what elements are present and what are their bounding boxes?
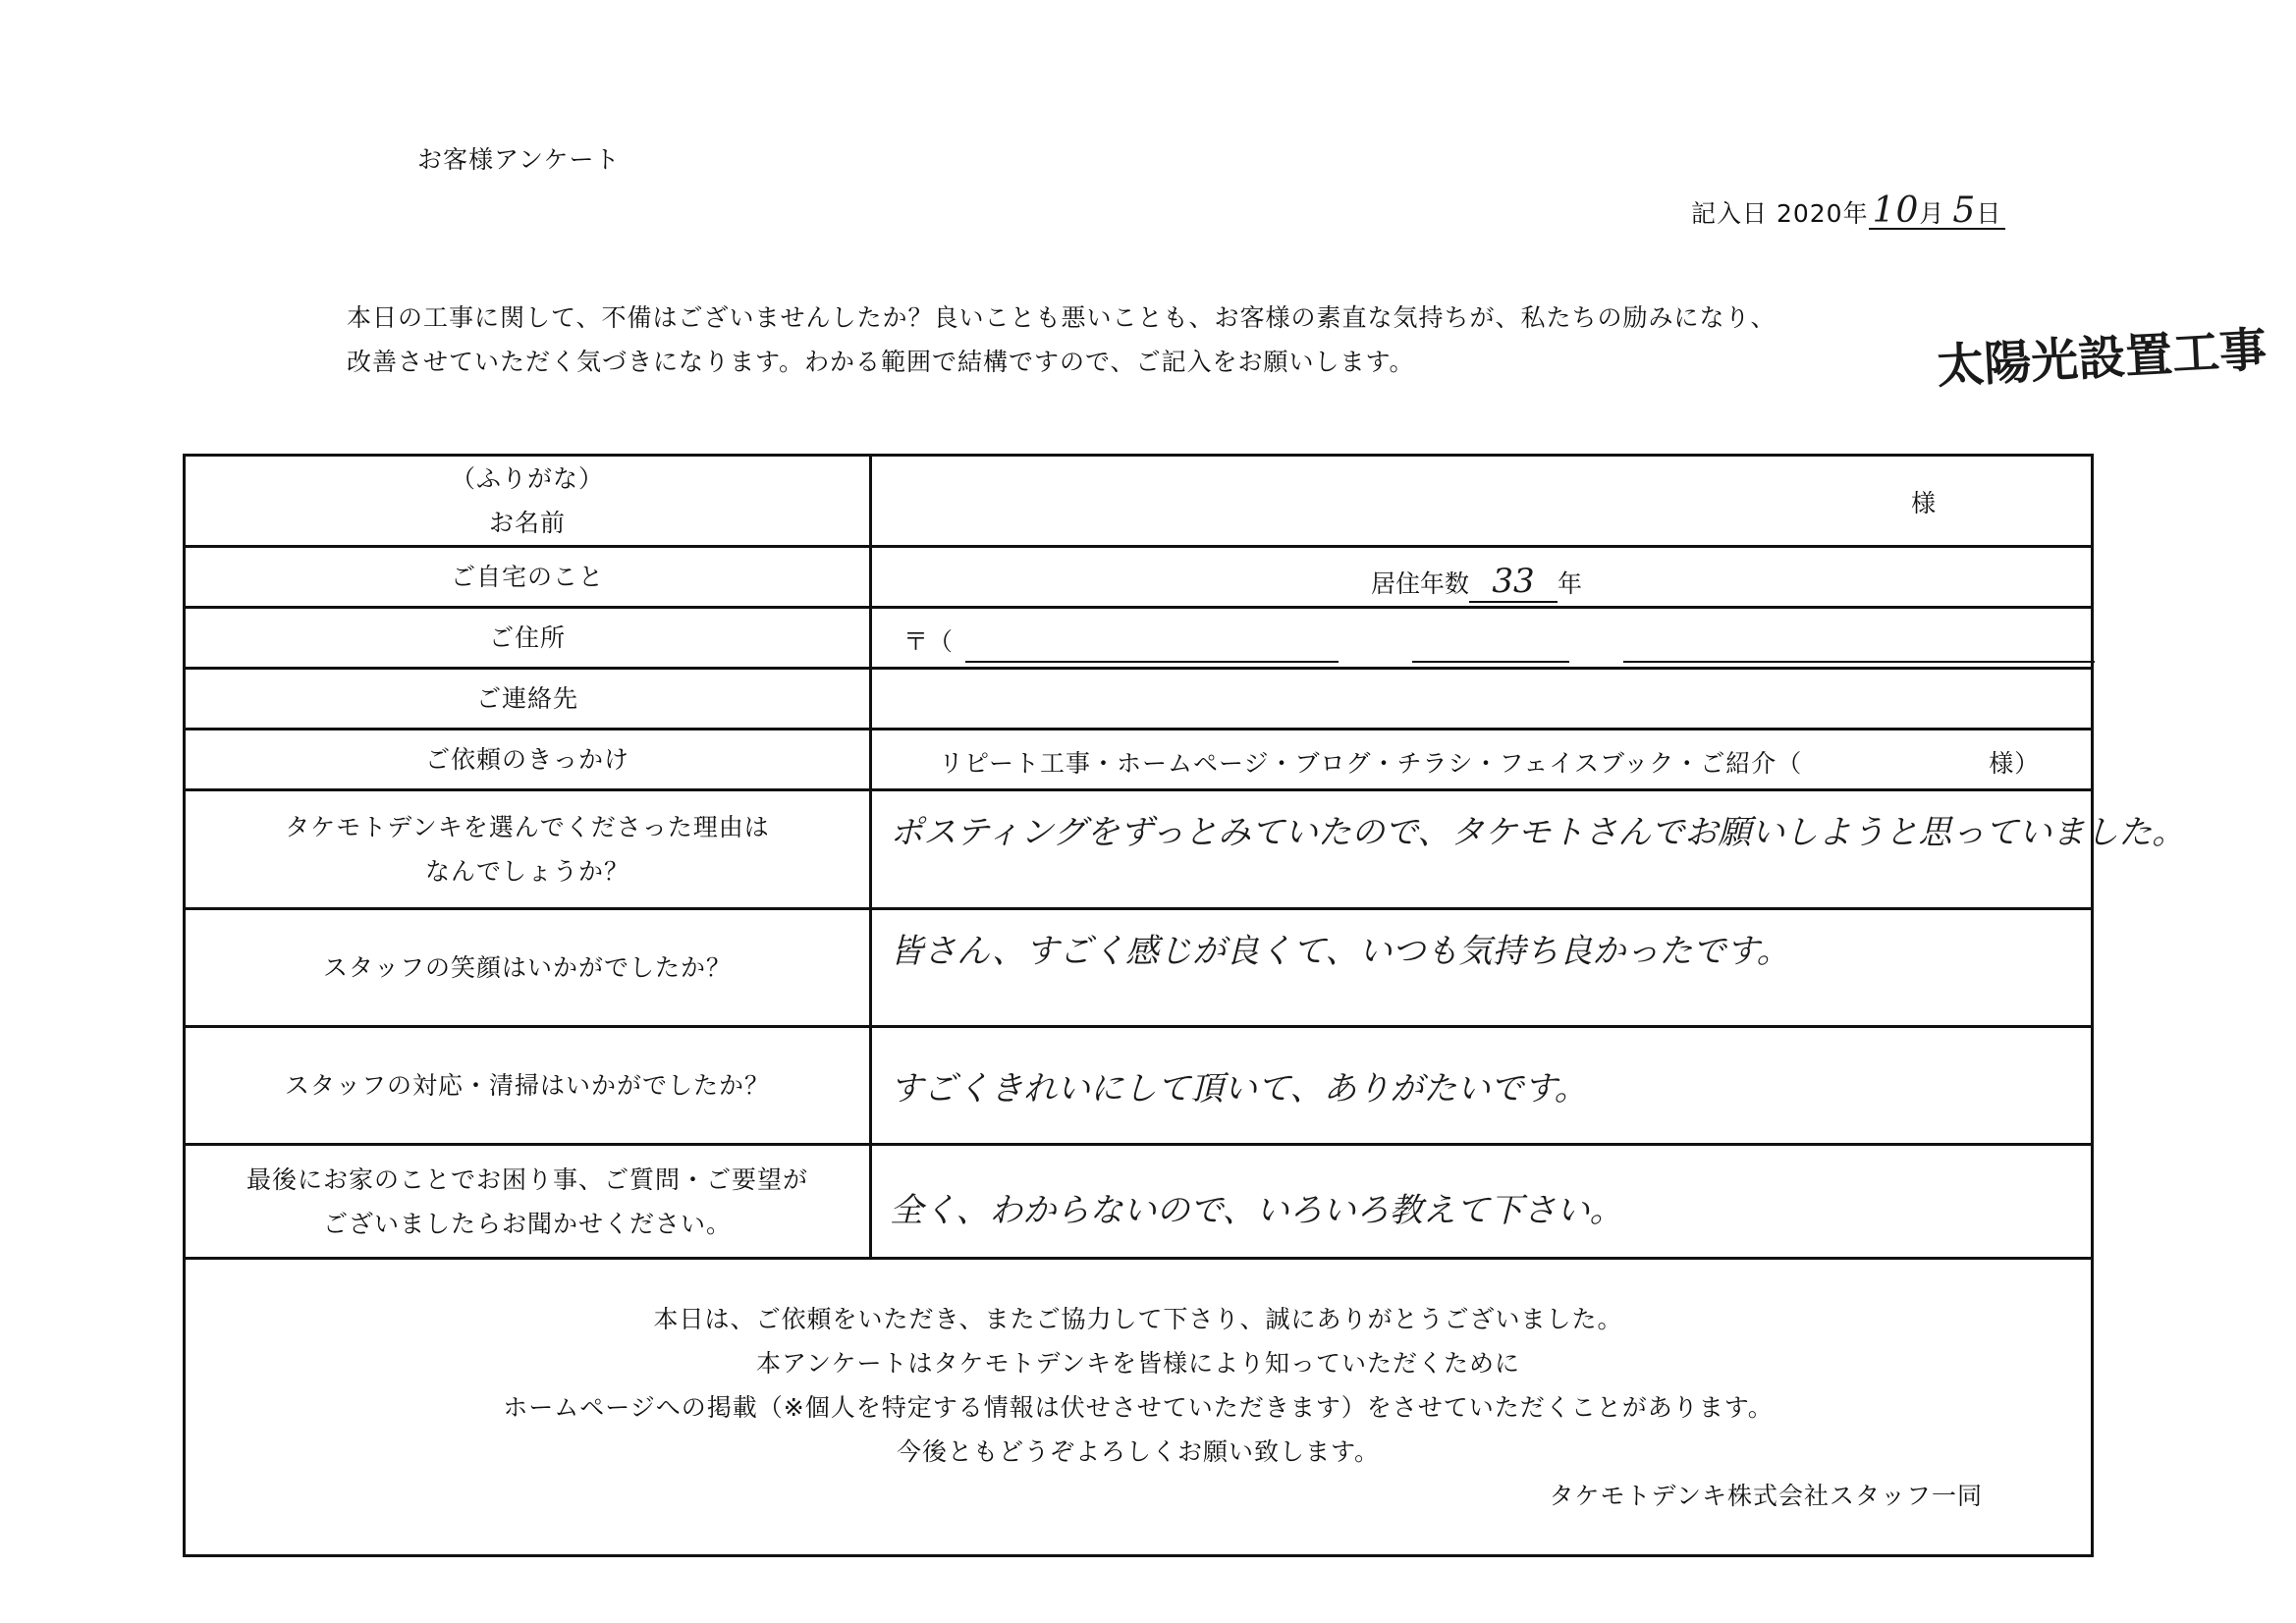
reason-answer-cell <box>871 790 2186 909</box>
trigger-options-text: リピート工事・ホームページ・ブログ・チラシ・フェイスブック・ご紹介（ <box>939 749 1803 778</box>
postal-mark: 〒（ <box>903 627 954 656</box>
survey-table <box>183 454 2186 1557</box>
request-label-cell <box>185 1145 871 1259</box>
request-answer-handwritten: 全く、わからないので、いろいろ教えて下さい。 <box>890 1191 1623 1230</box>
reason-label-line-1: タケモトデンキを選んでくださった理由は <box>285 813 770 841</box>
address-blank-line-2 <box>1412 661 1569 663</box>
survey-title: お客様アンケート <box>417 145 621 174</box>
row-home <box>185 547 2093 608</box>
address-blank-line-3 <box>1623 661 2095 663</box>
footer-signature: タケモトデンキ株式会社スタッフ一同 <box>1549 1481 1983 1510</box>
date-month-handwritten: 10 <box>1872 190 1920 231</box>
name-suffix: 様 <box>1911 489 1937 517</box>
name-label-cell <box>185 456 871 547</box>
row-name <box>185 456 2093 547</box>
reason-label-line-2: なんでしょうか？ <box>424 857 629 886</box>
row-address <box>185 608 2093 669</box>
row-smile <box>185 909 2093 1027</box>
footer-cell <box>185 1259 2093 1556</box>
address-blank-line-1 <box>965 661 1339 663</box>
contact-label: ご連絡先 <box>185 669 871 730</box>
work-type-handwritten: 太陽光設置工事 <box>1936 322 2269 395</box>
years-unit: 年 <box>1558 569 1583 598</box>
reason-label-cell <box>185 790 871 909</box>
footer-line-3: ホームページへの掲載（※個人を特定する情報は伏せさせていただきます）をさせていただくことがあります。 <box>503 1392 1774 1422</box>
smile-answer-cell <box>871 909 2093 1027</box>
day-unit: 日 <box>1976 199 2002 228</box>
row-service <box>185 1027 2093 1145</box>
row-trigger <box>185 730 2093 790</box>
date-label: 記入日 <box>1691 199 1769 228</box>
trigger-value-cell <box>871 730 2093 790</box>
residence-years <box>1371 562 1582 603</box>
years-label: 居住年数 <box>1371 569 1470 598</box>
service-label: スタッフの対応・清掃はいかがでしたか？ <box>185 1027 871 1145</box>
intro-line-1: 本日の工事に関して、不備はございませんしたか？良いことも悪いことも、お客様の素直な気持ちが、私たちの励みになり、 <box>347 303 1777 332</box>
date-day-handwritten: 5 <box>1952 190 1977 231</box>
entry-date <box>1691 190 2005 231</box>
intro-line-2: 改善させていただく気づきになります。わかる範囲で結構ですので、ご記入をお願いします。 <box>347 348 1415 376</box>
footer-line-4: 今後ともどうぞよろしくお願い致します。 <box>896 1436 1380 1466</box>
row-reason <box>185 790 2093 909</box>
smile-label: スタッフの笑顔はいかがでしたか？ <box>185 909 871 1027</box>
years-value-handwritten: 33 <box>1492 562 1535 601</box>
service-answer-handwritten: すごくきれいにして頂いて、ありがたいです。 <box>890 1069 1588 1109</box>
month-unit: 月 <box>1919 199 1945 228</box>
smile-answer-handwritten: 皆さん、すごく感じが良くて、いつも気持ち良かったです。 <box>890 932 1790 971</box>
row-contact <box>185 669 2093 730</box>
reason-answer-handwritten: ポスティングをずっとみていたので、タケモトさんでお願いしようと思っていました。 <box>890 813 2186 852</box>
row-request <box>185 1145 2093 1259</box>
date-year: 2020年 <box>1776 199 1869 228</box>
address-value-cell <box>871 608 2093 669</box>
service-answer-cell <box>871 1027 2093 1145</box>
row-footer <box>185 1259 2093 1556</box>
home-value-cell <box>871 547 2093 608</box>
contact-value-cell <box>871 669 2093 730</box>
request-label-line-1: 最後にお家のことでお困り事、ご質問・ご要望が <box>246 1164 808 1194</box>
request-label-line-2: ございましたらお聞かせください。 <box>322 1209 732 1238</box>
trigger-options <box>939 744 2040 780</box>
furigana-label: （ふりがな） <box>450 464 604 493</box>
name-value-cell <box>871 456 2093 547</box>
footer-line-2: 本アンケートはタケモトデンキを皆様により知っていただくために <box>755 1348 1520 1378</box>
trigger-label: ご依頼のきっかけ <box>185 730 871 790</box>
address-label: ご住所 <box>185 608 871 669</box>
home-label: ご自宅のこと <box>185 547 871 608</box>
name-label: お名前 <box>488 509 566 537</box>
request-answer-cell <box>871 1145 2093 1259</box>
trigger-suffix: 様） <box>1989 749 2041 778</box>
footer-line-1: 本日は、ご依頼をいただき、またご協力して下さり、誠にありがとうございました。 <box>653 1304 1623 1333</box>
